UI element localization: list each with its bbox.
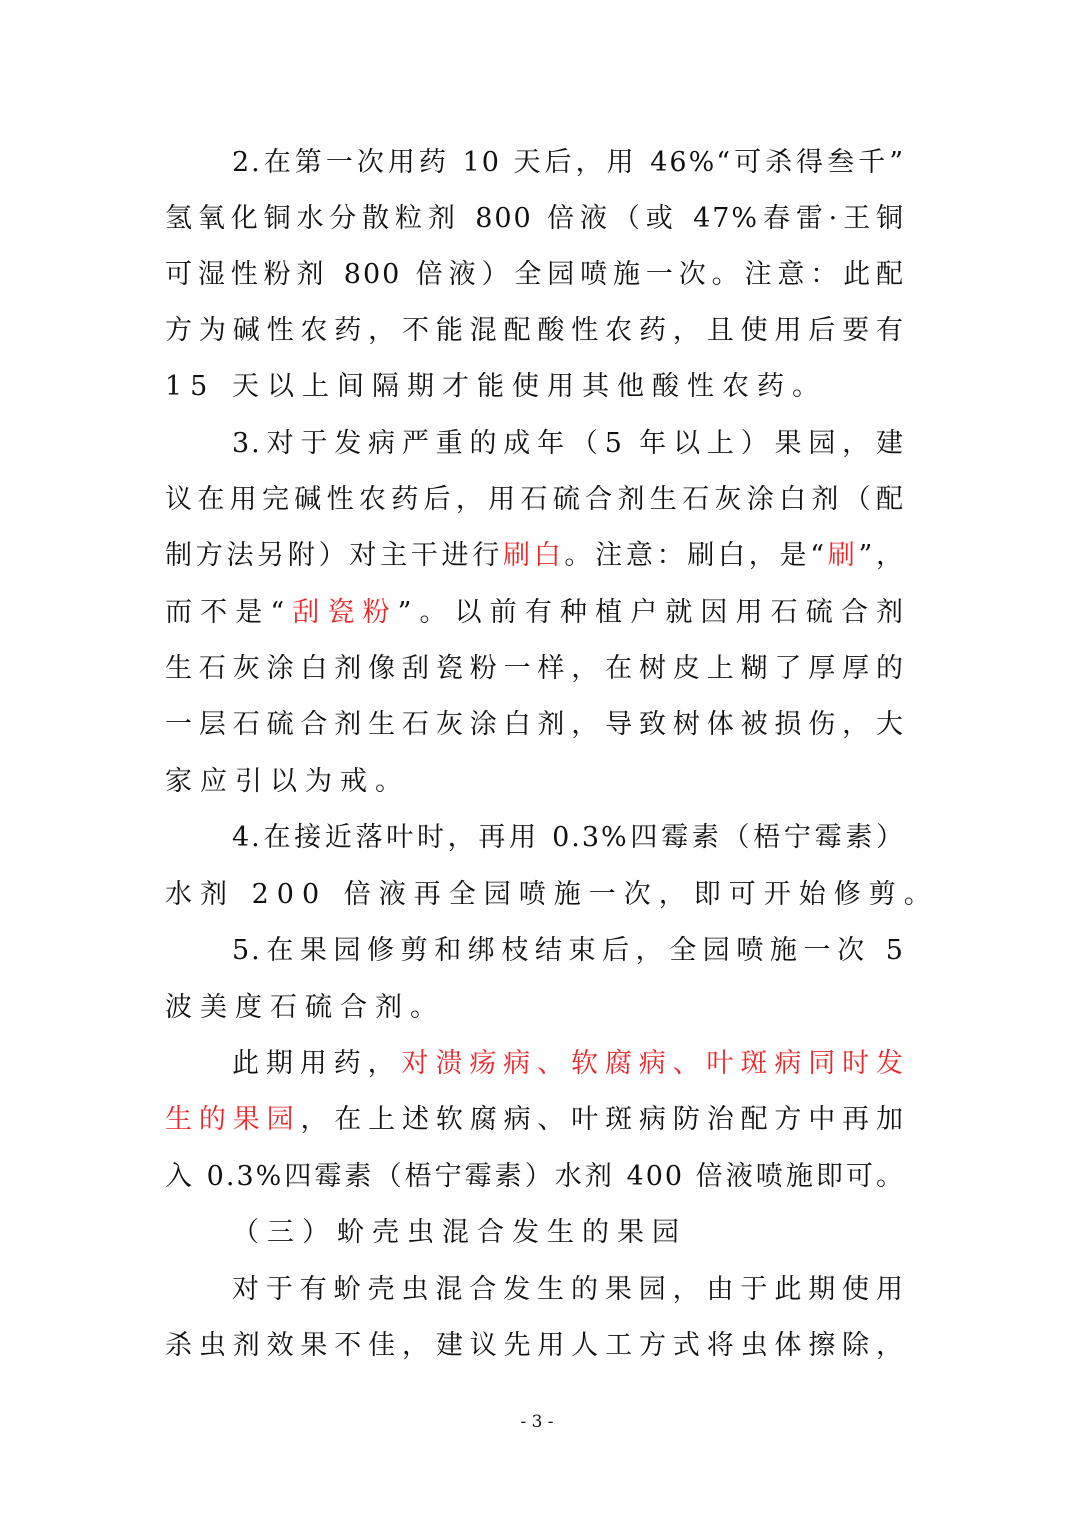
text-segment: 杀虫剂效果不佳，建议先用人工方式将虫体擦除，: [165, 1330, 905, 1361]
text-line: [232, 1045, 905, 1083]
text-segment: 对于有蚧壳虫混合发生的果园，由于此期使用: [232, 1274, 905, 1305]
text-segment: 方为碱性农药，不能混配酸性农药，且使用后要有: [165, 315, 905, 346]
highlighted-text: 刷: [826, 540, 859, 571]
text-line: [165, 1327, 905, 1365]
text-segment: 4.在接近落叶时，再用 0.3%四霉素（梧宁霉素）: [232, 822, 905, 853]
highlighted-text: 刷白: [502, 540, 565, 571]
text-segment: 入 0.3%四霉素（梧宁霉素）水剂 400 倍液喷施即可。: [165, 1161, 905, 1192]
text-segment: 3.对于发病严重的成年（5 年以上）果园，建: [232, 428, 905, 459]
text-line: [165, 481, 905, 519]
section-heading: [232, 1214, 905, 1252]
highlighted-text: 生的果园: [165, 1104, 301, 1135]
text-segment: 5.在果园修剪和绑枝结束后，全园喷施一次 5: [232, 935, 905, 966]
highlighted-text: 对溃疡病、软腐病、叶斑病同时发: [401, 1048, 906, 1079]
page-number: - 3 -: [520, 1412, 554, 1432]
text-segment: 此期用药，: [232, 1048, 402, 1079]
text-segment: 15 天以上间隔期才能使用其他酸性农药。: [165, 371, 827, 402]
text-line: [232, 1271, 905, 1309]
text-line: [165, 312, 905, 350]
text-segment: 2.在第一次用药 10 天后，用 46%“可杀得叁千”: [232, 147, 905, 178]
text-segment: ，在上述软腐病、叶斑病防治配方中再加: [300, 1104, 906, 1135]
text-line: [165, 368, 905, 406]
text-segment: 而不是“: [165, 597, 287, 628]
text-line: [165, 200, 905, 238]
text-line: [165, 876, 939, 914]
text-segment: 可湿性粉剂 800 倍液）全园喷施一次。注意：此配: [165, 259, 905, 290]
text-line: [165, 706, 905, 744]
text-line: [232, 932, 905, 970]
text-line: [165, 650, 905, 688]
text-segment: 议在用完碱性农药后，用石硫合剂生石灰涂白剂（配: [165, 484, 905, 515]
text-segment: 家应引以为戒。: [165, 766, 410, 797]
text-segment: 氢氧化铜水分散粒剂 800 倍液（或 47%春雷·王铜: [165, 203, 905, 234]
text-segment: 水剂 200 倍液再全园喷施一次，即可开始修剪。: [165, 879, 939, 910]
text-line: [232, 144, 905, 182]
text-segment: （三）蚧壳虫混合发生的果园: [232, 1217, 687, 1248]
text-line: [165, 1101, 905, 1139]
text-line: [232, 425, 905, 463]
text-line: [165, 763, 905, 801]
text-segment: 波美度石硫合剂。: [165, 992, 445, 1023]
text-line: [165, 256, 905, 294]
text-line: [232, 819, 905, 857]
text-line: [165, 989, 905, 1027]
highlighted-text: 刮瓷粉: [286, 597, 398, 628]
text-segment: 制方法另附）对主干进行: [165, 540, 503, 571]
text-segment: 生石灰涂白剂像刮瓷粉一样，在树皮上糊了厚厚的: [165, 653, 905, 684]
text-line: [165, 537, 905, 575]
text-line: [165, 1158, 905, 1196]
text-segment: ”，: [858, 540, 906, 571]
text-line: [165, 594, 905, 632]
text-segment: 一层石硫合剂生石灰涂白剂，导致树体被损伤，大: [165, 709, 905, 740]
text-segment: 。注意：刷白，是“: [564, 540, 827, 571]
text-segment: ”。以前有种植户就因用石硫合剂: [397, 597, 905, 628]
